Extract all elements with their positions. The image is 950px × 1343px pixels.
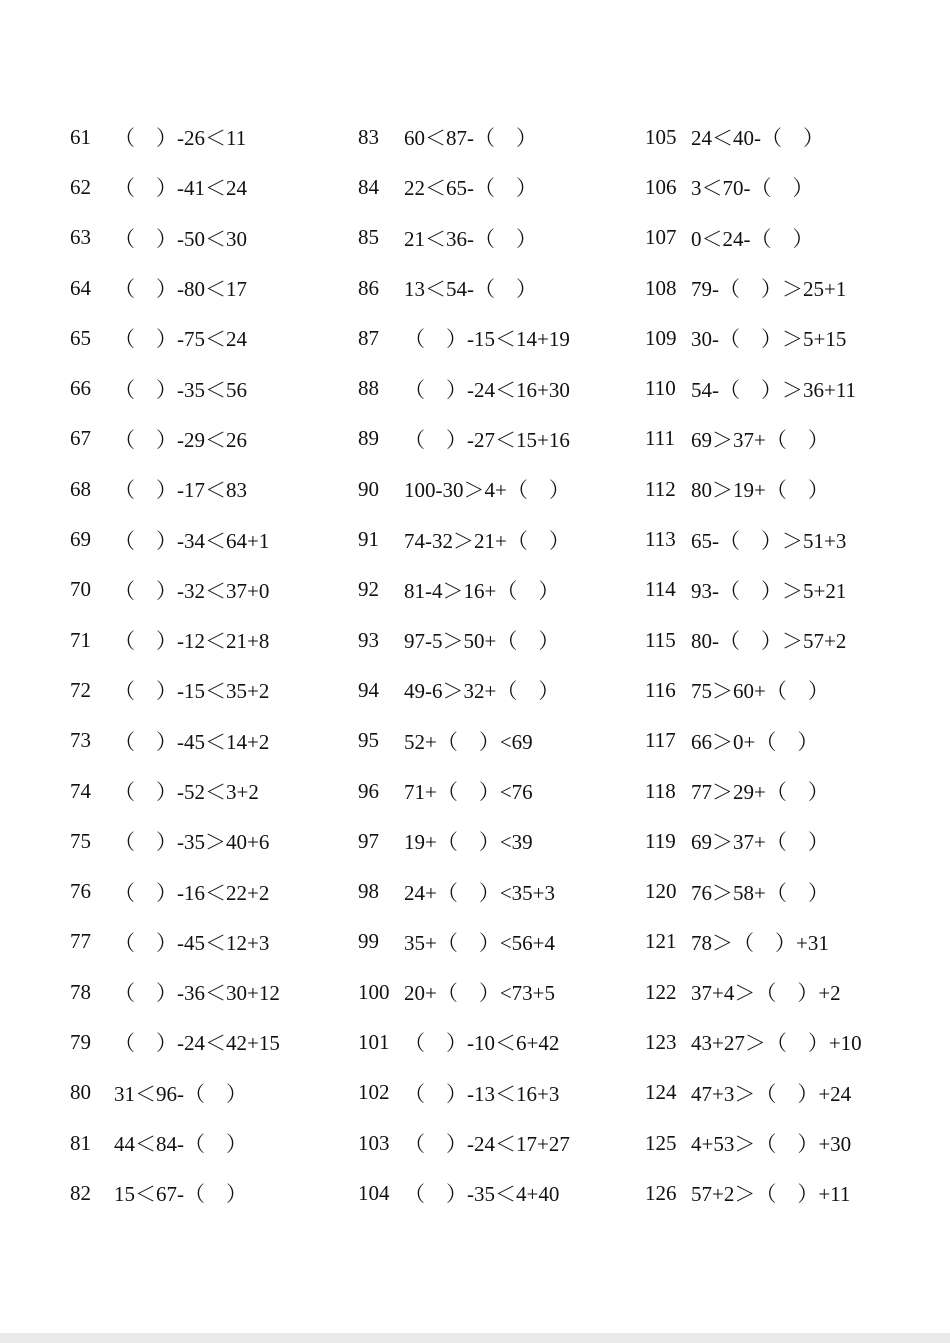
problem-row	[645, 313, 935, 363]
problem-number: 118	[645, 778, 676, 803]
problem-number: 100	[358, 979, 390, 1004]
problem-expression: 60＜87-（ ）	[404, 126, 537, 151]
problem-number: 76	[70, 879, 91, 904]
problem-row	[358, 213, 648, 263]
problem-expression: 79-（ ）＞25+1	[691, 277, 847, 302]
problem-row	[358, 917, 648, 967]
problem-expression: 71+（ ）<76	[404, 780, 533, 804]
problem-expression: （ ）-10＜6+42	[404, 1031, 560, 1056]
problem-expression: （ ）-34＜64+1	[114, 528, 270, 553]
problem-row	[645, 816, 935, 866]
problem-expression: （ ）-75＜24	[114, 327, 247, 352]
problem-number: 105	[645, 124, 677, 149]
problem-row	[358, 162, 648, 212]
problem-expression: 21＜36-（ ）	[404, 226, 537, 251]
problem-number: 110	[645, 376, 676, 401]
problem-number: 72	[70, 677, 91, 702]
problem-number: 83	[358, 124, 379, 149]
problem-expression: （ ）-13＜16+3	[404, 1081, 560, 1106]
problem-expression: 35+（ ）<56+4	[404, 930, 556, 955]
problem-row	[645, 514, 935, 564]
problem-row	[645, 263, 935, 313]
problem-number: 96	[358, 778, 379, 803]
problem-expression: （ ）-35＞40+6	[114, 830, 270, 855]
problem-expression: （ ）-17＜83	[114, 478, 247, 503]
problem-number: 71	[70, 627, 91, 652]
problem-expression: 37+4＞（ ）+2	[691, 981, 841, 1006]
problem-number: 75	[70, 828, 91, 853]
problem-number: 106	[645, 174, 677, 199]
problem-column-2	[358, 112, 648, 1219]
problem-expression: 49-6＞32+（ ）	[404, 679, 560, 704]
problem-expression: 66＞0+（ ）	[691, 729, 819, 754]
problem-row	[70, 866, 360, 916]
problem-expression: 22＜65-（ ）	[404, 176, 537, 201]
problem-row	[358, 1118, 648, 1168]
problem-number: 115	[645, 627, 676, 652]
problem-row	[645, 1168, 935, 1218]
problem-row	[70, 414, 360, 464]
problem-row	[645, 162, 935, 212]
problem-number: 87	[358, 325, 379, 350]
problem-number: 125	[645, 1130, 677, 1155]
problem-expression: （ ）-24＜16+30	[404, 377, 570, 402]
problem-row	[70, 716, 360, 766]
problem-expression: （ ）-24＜42+15	[114, 1031, 280, 1056]
problem-expression: （ ）-26＜11	[114, 126, 247, 151]
problem-row	[70, 313, 360, 363]
problem-expression: （ ）-24＜17+27	[404, 1132, 570, 1157]
problem-expression: 47+3＞（ ）+24	[691, 1081, 852, 1106]
problem-number: 74	[70, 778, 91, 803]
problem-row	[70, 464, 360, 514]
problem-row	[358, 313, 648, 363]
problem-number: 91	[358, 527, 379, 552]
problem-expression: 15＜67-（ ）	[114, 1182, 247, 1207]
problem-number: 73	[70, 728, 91, 753]
problem-number: 107	[645, 225, 677, 250]
problem-expression: 44＜84-（ ）	[114, 1132, 247, 1157]
problem-expression: （ ）-27＜15+16	[404, 427, 570, 452]
problem-row	[358, 464, 648, 514]
problem-expression: 78＞（ ）+31	[691, 930, 829, 955]
problem-expression: （ ）-45＜14+2	[114, 729, 270, 754]
problem-row	[645, 866, 935, 916]
problem-expression: 57+2＞（ ）+11	[691, 1182, 851, 1207]
problem-expression: （ ）-16＜22+2	[114, 880, 270, 905]
problem-expression: （ ）-80＜17	[114, 277, 247, 302]
problem-expression: 93-（ ）＞5+21	[691, 578, 847, 603]
problem-expression: 69＞37+（ ）	[691, 427, 829, 452]
problem-row	[645, 112, 935, 162]
problem-expression: 76＞58+（ ）	[691, 880, 829, 905]
problem-number: 126	[645, 1180, 677, 1205]
problem-expression: 19+（ ）<39	[404, 830, 533, 855]
problem-row	[70, 213, 360, 263]
problem-row	[645, 464, 935, 514]
problem-number: 92	[358, 577, 379, 602]
problem-row	[645, 917, 935, 967]
problem-number: 108	[645, 275, 677, 300]
problem-row	[645, 615, 935, 665]
problem-expression: 24＜40-（ ）	[691, 126, 824, 151]
problem-expression: （ ）-36＜30+12	[114, 981, 280, 1006]
problem-row	[358, 615, 648, 665]
problem-expression: 20+（ ）<73+5	[404, 981, 556, 1006]
problem-expression: 74-32＞21+（ ）	[404, 528, 570, 553]
problem-number: 98	[358, 879, 379, 904]
problem-number: 120	[645, 879, 677, 904]
problem-number: 65	[70, 325, 91, 350]
problem-row	[645, 716, 935, 766]
problem-row	[645, 766, 935, 816]
problem-number: 102	[358, 1080, 390, 1105]
problem-row	[70, 1118, 360, 1168]
problem-row	[70, 514, 360, 564]
problem-expression: （ ）-45＜12+3	[114, 930, 270, 955]
problem-expression: （ ）-15＜14+19	[404, 327, 570, 352]
problem-row	[358, 967, 648, 1017]
problem-number: 104	[358, 1180, 390, 1205]
problem-expression: 100-30＞4+（ ）	[404, 478, 570, 503]
problem-row	[358, 565, 648, 615]
problem-number: 116	[645, 677, 676, 702]
problem-row	[70, 565, 360, 615]
problem-expression: （ ）-15＜35+2	[114, 679, 270, 704]
problem-number: 80	[70, 1080, 91, 1105]
problem-number: 99	[358, 929, 379, 954]
problem-row	[358, 414, 648, 464]
problem-number: 68	[70, 476, 91, 501]
problem-number: 85	[358, 225, 379, 250]
problem-expression: （ ）-35＜4+40	[404, 1182, 560, 1207]
problem-row	[358, 766, 648, 816]
problem-number: 103	[358, 1130, 390, 1155]
problem-number: 114	[645, 577, 676, 602]
problem-row	[70, 1168, 360, 1218]
problem-expression: （ ）-50＜30	[114, 226, 247, 251]
problem-number: 79	[70, 1029, 91, 1054]
problem-expression: 65-（ ）＞51+3	[691, 528, 847, 553]
problem-number: 62	[70, 174, 91, 199]
problem-row	[645, 665, 935, 715]
problem-row	[358, 263, 648, 313]
problem-number: 90	[358, 476, 379, 501]
problem-expression: 13＜54-（ ）	[404, 277, 537, 302]
problem-number: 77	[70, 929, 91, 954]
problem-number: 63	[70, 225, 91, 250]
problem-row	[645, 414, 935, 464]
problem-number: 109	[645, 325, 677, 350]
problem-row	[358, 816, 648, 866]
problem-number: 94	[358, 677, 379, 702]
problem-number: 84	[358, 174, 379, 199]
problem-expression: 54-（ ）＞36+11	[691, 377, 857, 402]
problem-expression: 31＜96-（ ）	[114, 1081, 247, 1106]
problem-row	[70, 363, 360, 413]
problem-row	[358, 112, 648, 162]
problem-row	[70, 766, 360, 816]
problem-column-1	[70, 112, 360, 1219]
problem-expression: 24+（ ）<35+3	[404, 880, 556, 905]
problem-row	[70, 1068, 360, 1118]
problem-expression: 43+27＞（ ）+10	[691, 1031, 862, 1056]
problem-expression: （ ）-32＜37+0	[114, 578, 270, 603]
problem-row	[645, 1017, 935, 1067]
problem-row	[645, 213, 935, 263]
problem-column-3	[645, 112, 935, 1219]
problem-row	[70, 112, 360, 162]
problem-expression: 30-（ ）＞5+15	[691, 327, 847, 352]
problem-row	[70, 615, 360, 665]
problem-expression: （ ）-12＜21+8	[114, 629, 270, 654]
problem-number: 93	[358, 627, 379, 652]
problem-row	[645, 363, 935, 413]
problem-expression: 97-5＞50+（ ）	[404, 629, 560, 654]
problem-expression: （ ）-29＜26	[114, 427, 247, 452]
problem-row	[70, 967, 360, 1017]
problem-row	[70, 263, 360, 313]
problem-number: 97	[358, 828, 379, 853]
problem-row	[358, 514, 648, 564]
problem-expression: 69＞37+（ ）	[691, 830, 829, 855]
problem-number: 64	[70, 275, 91, 300]
problem-number: 78	[70, 979, 91, 1004]
problem-number: 69	[70, 527, 91, 552]
problem-row	[70, 917, 360, 967]
problem-number: 61	[70, 124, 91, 149]
problem-number: 95	[358, 728, 379, 753]
problem-row	[358, 1068, 648, 1118]
problem-expression: 80-（ ）＞57+2	[691, 629, 847, 654]
problem-row	[70, 1017, 360, 1067]
problem-number: 122	[645, 979, 677, 1004]
problem-row	[358, 1168, 648, 1218]
problem-row	[358, 363, 648, 413]
problem-number: 81	[70, 1130, 91, 1155]
problem-row	[70, 162, 360, 212]
problem-number: 112	[645, 476, 676, 501]
problem-expression: （ ）-35＜56	[114, 377, 247, 402]
problem-number: 82	[70, 1180, 91, 1205]
problem-row	[70, 816, 360, 866]
problem-row	[358, 665, 648, 715]
problem-number: 67	[70, 426, 91, 451]
problem-expression: 77＞29+（ ）	[691, 780, 829, 804]
problem-row	[645, 1118, 935, 1168]
problem-row	[70, 665, 360, 715]
problem-row	[645, 967, 935, 1017]
problem-expression: 52+（ ）<69	[404, 729, 533, 754]
problem-number: 119	[645, 828, 676, 853]
problem-row	[358, 1017, 648, 1067]
problem-row	[645, 565, 935, 615]
problem-number: 124	[645, 1080, 677, 1105]
problem-number: 113	[645, 527, 676, 552]
problem-row	[358, 716, 648, 766]
problem-number: 89	[358, 426, 379, 451]
problem-number: 70	[70, 577, 91, 602]
problem-number: 66	[70, 376, 91, 401]
problem-expression: 0＜24-（ ）	[691, 226, 814, 251]
problem-number: 86	[358, 275, 379, 300]
problem-expression: 3＜70-（ ）	[691, 176, 814, 201]
problem-number: 101	[358, 1029, 390, 1054]
problem-number: 121	[645, 929, 677, 954]
problem-expression: （ ）-41＜24	[114, 176, 247, 201]
problem-number: 88	[358, 376, 379, 401]
problem-number: 123	[645, 1029, 677, 1054]
problem-number: 117	[645, 728, 676, 753]
page-bottom-edge	[0, 1333, 950, 1343]
problem-expression: 4+53＞（ ）+30	[691, 1132, 852, 1157]
problem-number: 111	[645, 426, 675, 451]
problem-row	[358, 866, 648, 916]
problem-expression: （ ）-52＜3+2	[114, 780, 259, 804]
problem-expression: 81-4＞16+（ ）	[404, 578, 560, 603]
problem-expression: 80＞19+（ ）	[691, 478, 829, 503]
problem-expression: 75＞60+（ ）	[691, 679, 829, 704]
problem-row	[645, 1068, 935, 1118]
